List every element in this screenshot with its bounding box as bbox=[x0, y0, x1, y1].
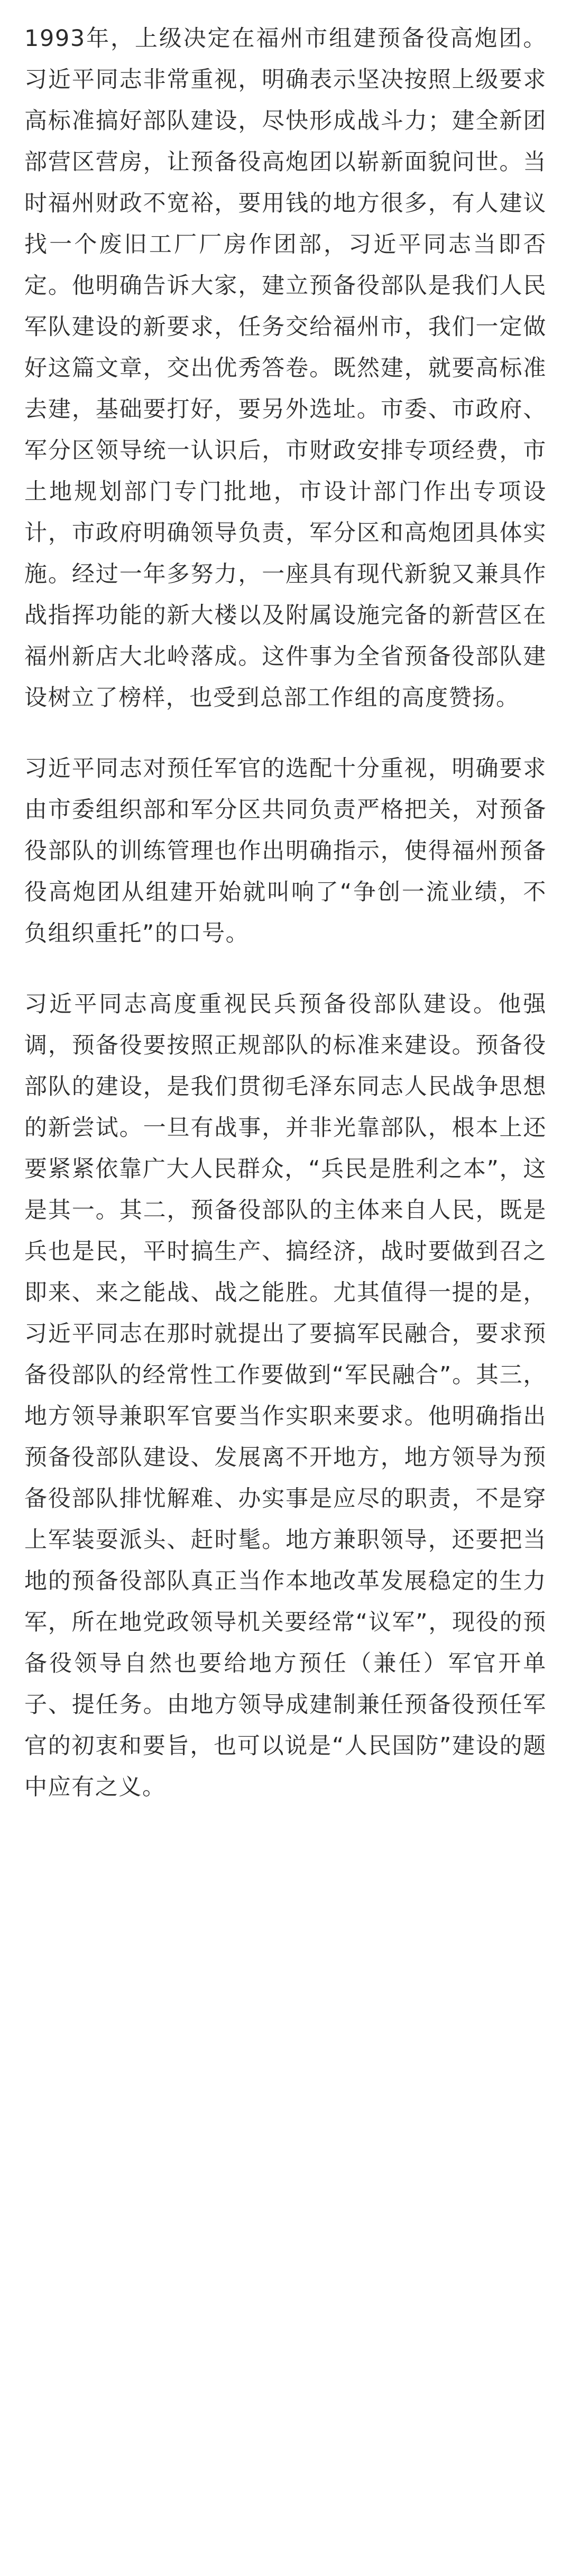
paragraph-1: 1993年，上级决定在福州市组建预备役高炮团。习近平同志非常重视，明确表示坚决按照上级要求高标准搞好部队建设，尽快形成战斗力；建全新团部营区营房，让预备役高炮团以崭新面貌问世。当时福州财政不宽裕，要用钱的地方很多，有人建议找一个废旧工厂厂房作团部，习近平同志当即否定。他明确告诉大家，建立预备役部队是我们人民军队建设的新要求，任务交给福州市，我们一定做好这篇文章，交出优秀答卷。既然建，就要高标准去建，基础要打好，要另外选址。市委、市政府、军分区领导统一认识后，市财政安排专项经费，市土地规划部门专门批地，市设计部门作出专项设计，市政府明确领导负责，军分区和高炮团具体实施。经过一年多努力，一座具有现代新貌又兼具作战指挥功能的新大楼以及附属设施完备的新营区在福州新店大北岭落成。这件事为全省预备役部队建设树立了榜样，也受到总部工作组的高度赞扬。 bbox=[24, 25, 547, 711]
paragraph-2: 习近平同志对预任军官的选配十分重视，明确要求由市委组织部和军分区共同负责严格把关，对预备役部队的训练管理也作出明确指示，使得福州预备役高炮团从组建开始就叫响了“争创一流业绩，不负组织重托”的口号。 bbox=[24, 755, 547, 947]
paragraph-3: 习近平同志高度重视民兵预备役部队建设。他强调，预备役要按照正规部队的标准来建设。预备役部队的建设，是我们贯彻毛泽东同志人民战争思想的新尝试。一旦有战事，并非光靠部队，根本上还要紧紧依靠广大人民群众，“兵民是胜利之本”，这是其一。其二，预备役部队的主体来自人民，既是兵也是民，平时搞生产、搞经济，战时要做到召之即来、来之能战、战之能胜。尤其值得一提的是，习近平同志在那时就提出了要搞军民融合，要求预备役部队的经常性工作要做到“军民融合”。其三，地方领导兼职军官要当作实职来要求。他明确指出预备役部队建设、发展离不开地方，地方领导为预备役部队排忧解难、办实事是应尽的职责，不是穿上军装耍派头、赶时髦。地方兼职领导，还要把当地的预备役部队真正当作本地改革发展稳定的生力军，所在地党政领导机关要经常“议军”，现役的预备役领导自然也要给地方预任（兼任）军官开单子、提任务。由地方领导成建制兼任预备役预任军官的初衷和要旨，也可以说是“人民国防”建设的题中应有之义。 bbox=[24, 991, 547, 1800]
